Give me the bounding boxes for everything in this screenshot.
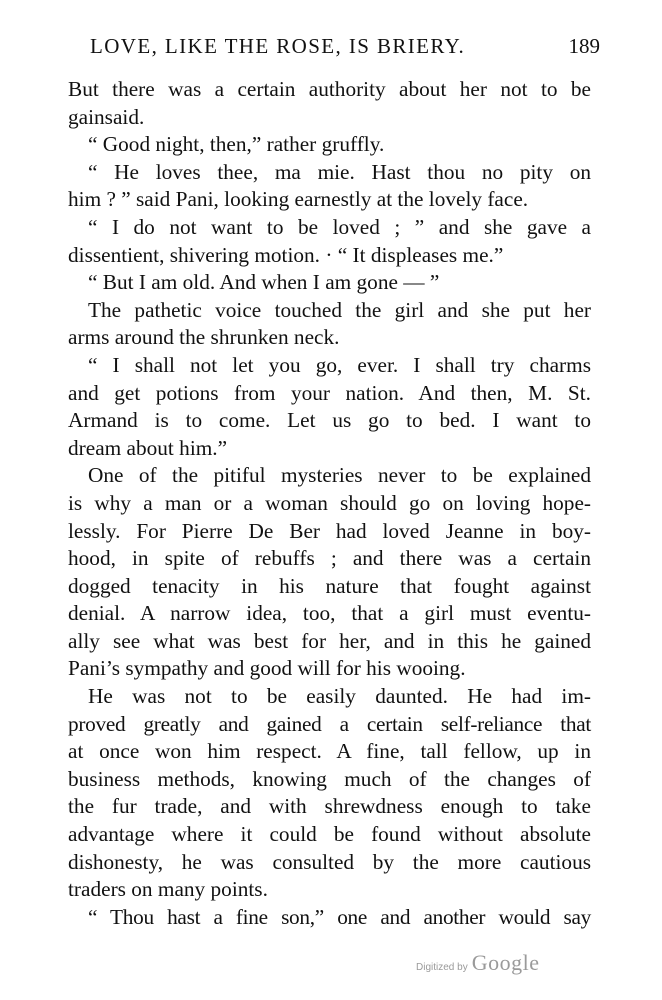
text-line: denial. A narrow idea, too, that a girl must eventu- xyxy=(68,601,591,626)
text-line: dream about him.” xyxy=(68,435,228,460)
text-line: “ Thou hast a fine son,” one and another would say xyxy=(88,904,591,929)
text-line: He was not to be easily daunted. He had im- xyxy=(88,684,591,709)
digitized-watermark xyxy=(416,950,539,976)
text-line: But there was a certain authority about her not to be xyxy=(68,77,591,101)
running-title: LOVE, LIKE THE ROSE, IS BRIERY. xyxy=(90,34,466,58)
text-line: “ But I am old. And when I am gone — ” xyxy=(88,270,440,295)
text-line: lessly. For Pierre De Ber had loved Jeanne in boy- xyxy=(68,518,591,543)
page-number: 189 xyxy=(568,34,600,58)
google-wordmark: Google xyxy=(471,950,540,975)
text-line: gainsaid. xyxy=(68,104,145,129)
text-line: Pani’s sympathy and good will for his wooing. xyxy=(68,656,466,681)
text-line: The pathetic voice touched the girl and she put her xyxy=(88,297,591,322)
text-line: hood, in spite of rebuffs ; and there was a certain xyxy=(68,546,591,571)
text-line: and get potions from your nation. And then, M. St. xyxy=(68,380,591,405)
text-line: One of the pitiful mysteries never to be explained xyxy=(88,463,591,488)
text-line: ally see what was best for her, and in this he gained xyxy=(68,628,591,653)
text-line: traders on many points. xyxy=(68,877,268,902)
text-line: dogged tenacity in his nature that fought against xyxy=(68,573,591,598)
text-line: “ I shall not let you go, ever. I shall try charms xyxy=(88,352,591,377)
text-line: business methods, knowing much of the changes of xyxy=(68,766,591,791)
text-line: advantage where it could be found without absolute xyxy=(68,822,591,847)
text-line: Armand is to come. Let us go to bed. I want to xyxy=(68,408,591,433)
text-line: arms around the shrunken neck. xyxy=(68,325,340,350)
text-line: dissentient, shivering motion. · “ It displeases me.” xyxy=(68,242,504,267)
digitized-label: Digitized by xyxy=(416,962,468,973)
text-line: “ Good night, then,” rather gruffly. xyxy=(88,132,385,157)
text-line: the fur trade, and with shrewdness enough to take xyxy=(68,794,591,819)
text-line: dishonesty, he was consulted by the more cautious xyxy=(68,849,591,874)
text-line: him ? ” said Pani, looking earnestly at the lovely face. xyxy=(68,187,529,212)
text-line: “ He loves thee, ma mie. Hast thou no pity on xyxy=(88,159,591,184)
text-line: “ I do not want to be loved ; ” and she gave a xyxy=(88,214,591,239)
text-line: is why a man or a woman should go on loving hope- xyxy=(68,490,591,515)
text-line: proved greatly and gained a certain self-reliance that xyxy=(68,711,591,736)
body-text xyxy=(68,76,591,931)
text-line: at once won him respect. A fine, tall fellow, up in xyxy=(68,739,591,764)
